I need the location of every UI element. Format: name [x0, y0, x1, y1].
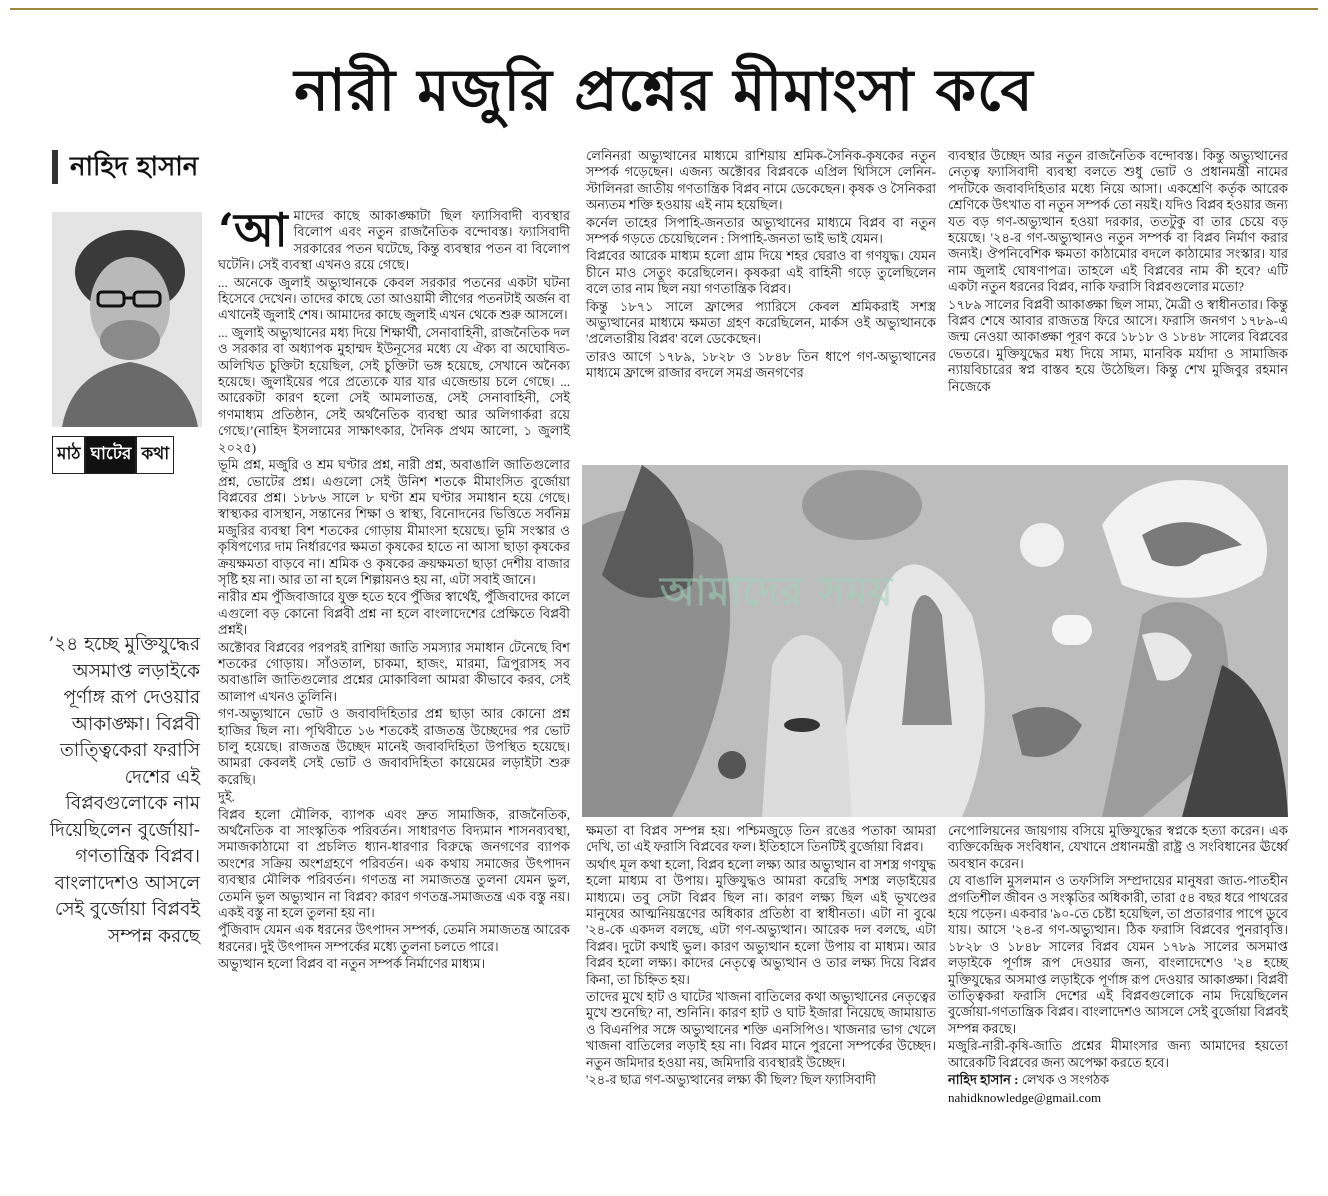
paragraph: নারীর শ্রম পুঁজিবাজারে যুক্ত হতে হবে পুঁজির স্বার্থেই, পুঁজিবাদের কালে এগুলো বড় কোনো বিপ্লবী প্রশ্ন না হলে বাংলাদেশের প্রেক্ষিতে বিপ্লবী প্রশ্নই। — [218, 589, 570, 638]
paragraph: যে বাঙালি মুসলমান ও তফসিলি সম্প্রদায়ের মানুষরা জাত-পাতহীন প্রগতিশীল জীবন ও সংস্কৃতির অধিকারী, তারা ৫৪ বছর ধরে পাথরের হয়ে পড়েন। একবার '৯০-তে চেষ্টা হয়েছিল, তা প্রতারণার পাপে ডুবে যায়। আসে '২৪-র গণ-অভ্যুত্থান। ঠিক ফরাসি বিপ্লবের পুনরাবৃত্তি। ১৮২৮ ও ১৮৪৮ সালের বিপ্লব যেমন ১৭৮৯ সালের অসমাপ্ত লড়াইকে পূর্ণাঙ্গ রূপ দেওয়ার জন্য, বাংলাদেশেও '২৪ হচ্ছে মুক্তিযুদ্ধের অসমাপ্ত লড়াইকে পূর্ণাঙ্গ রূপ দেওয়ার আকাঙ্ক্ষা। বিপ্লবী তাত্ত্বিকরা ফরাসি দেশের এই বিপ্লবগুলোকে নাম দিয়েছিলেন বুর্জোয়া-গণতান্ত্রিক বিপ্লব। বাংলাদেশও আসলে সেই বুর্জোয়া বিপ্লবই সম্পন্ন করছে। — [948, 873, 1288, 1036]
column-badge-part1: মাঠ — [52, 436, 85, 474]
pull-quote: ’২৪ হচ্ছে মুক্তিযুদ্ধের অসমাপ্ত লড়াইকে পূর্ণাঙ্গ রূপ দেওয়ার আকাঙ্ক্ষা। বিপ্লবী তাত্ত্বিকেরা ফরাসি দেশের এই বিপ্লবগুলোকে নাম দিয়েছিলেন বুর্জোয়া-গণতান্ত্রিক বিপ্লব। বাংলাদেশও আসলে সেই বুর্জোয়া বিপ্লবই সম্পন্ন করছে — [48, 634, 200, 947]
byline: নাহিদ হাসান — [52, 150, 198, 184]
paragraph: তারও আগে ১৭৮৯, ১৮২৮ ও ১৮৪৮ তিন ধাপে গণ-অভ্যুত্থানের মাধ্যমে ফ্রান্সে রাজার বদলে সমগ্র জনগণের — [586, 348, 936, 381]
column-badge-part2: ঘাটের — [85, 436, 136, 474]
article-column-3 — [948, 148, 1288, 458]
paragraph: ... জুলাই অভ্যুত্থানের মধ্য দিয়ে শিক্ষার্থী, সেনাবাহিনী, রাজনৈতিক দল ও সরকার বা অধ্যাপক মুহাম্মদ ইউনূসের মধ্যে যে ঐক্য বা অঘোষিত-অলিখিত চুক্তিটা হয়েছিল, সেই চুক্তিটা ভঙ্গ হয়েছে, সেখানে অনৈক্য হয়েছে। জুলাইয়ের পরে প্রত্যেকে যার যার এজেন্ডায় চলে গেছে। ... আরেকটা কারণ হলো সেই আমলাতন্ত্র, সেই সেনাবাহিনী, সেই গণমাধ্যম প্রতিষ্ঠান, সেই অর্থনৈতিক ব্যবস্থা আর অলিগার্করা রয়ে গেছে।’(নাহিদ ইসলামের সাক্ষাৎকার, দৈনিক প্রথম আলো, ১ জুলাই ২০২৫) — [218, 324, 570, 455]
paragraph: পুঁজিবাদ যেমন এক ধরনের উৎপাদন সম্পর্ক, তেমনি সমাজতন্ত্র আরেক ধরনের। দুই উৎপাদন সম্পর্কের মধ্যে তুলনা চলতে পারে। — [218, 922, 570, 954]
illustration — [582, 465, 1288, 817]
paragraph: লেনিনরা অভ্যুত্থানের মাধ্যমে রাশিয়ায় শ্রমিক-সৈনিক-কৃষকের নতুন সম্পর্ক গড়েছেন। এজন্য অক্টোবর বিপ্লবকে এপ্রিল থিসিসে লেনিন-স্টালিনরা জাতীয় গণতান্ত্রিক বিপ্লব নামে ডেকেছেন। কৃষক ও সৈনিকরা অন্যতম শক্তি হওয়ায় এই নাম হয়েছিল। — [586, 148, 936, 213]
section-number: দুই. — [218, 789, 235, 805]
article-column-4 — [586, 823, 936, 1183]
paragraph: ব্যবস্থার উচ্ছেদ আর নতুন রাজনৈতিক বন্দোবস্ত। কিন্তু অভ্যুত্থানের নেতৃত্ব ফ্যাসিবাদী ব্যবস্থা বলতে শুধু ভোট ও প্রধানমন্ত্রী নামের পদটিকে জবাবদিহিতার মধ্যে নিয়ে আসা। একশ্রেণি কর্তৃক আরেক শ্রেণিকে উৎখাত বা নতুন সম্পর্ক তো নয়ই। যদিও বিপ্লব হওয়ার জন্য যত বড় গণ-অভ্যুত্থান হওয়া দরকার, ততটুকু বা তার চেয়ে বড় হয়েছে। '২৪-র গণ-অভ্যুত্থানও নতুন সম্পর্ক বা বিপ্লব নির্মাণ করার জন্যই। ঔপনিবেশিক ক্ষমতা কাঠামোর বদলে কাঠামোর সংস্কার। যার নাম জুলাই ঘোষণাপত্র। তাহলে এই বিপ্লবের নাম কী হবে? এটি একটা নতুন ধরনের বিপ্লব, নাকি ফরাসি বিপ্লবগুলোর মতো? — [948, 148, 1288, 295]
headline: নারী মজুরি প্রশ্নের মীমাংসা কবে — [294, 56, 1034, 124]
author-portrait-image — [52, 212, 202, 427]
paragraph: গণ-অভ্যুত্থানে ভোট ও জবাবদিহিতার প্রশ্ন ছাড়া আর কোনো প্রশ্ন হাজির ছিল না। পৃথিবীতে ১৬ শতকেই রাজতন্ত্র উচ্ছেদের পর ভোট চালু হয়েছে। রাজতন্ত্র উচ্ছেদ মানেই জবাবদিহিতা উপস্থিত হয়েছে। আমরা কেবলই সেই ভোট ও জবাবদিহিতা কায়েমের লড়াইটা শুরু করেছি। — [218, 706, 570, 787]
paragraph: মজুরি-নারী-কৃষি-জাতি প্রশ্নের মীমাংসার জন্য আমাদের হয়তো আরেকটি বিপ্লবের জন্য অপেক্ষা করতে হবে। — [948, 1038, 1288, 1070]
watermark: আমাদের সময় — [660, 568, 894, 615]
article-column-1 — [218, 203, 570, 1173]
paragraph: ভূমি প্রশ্ন, মজুরি ও শ্রম ঘণ্টার প্রশ্ন, নারী প্রশ্ন, অবাঙালি জাতিগুলোর প্রশ্ন, ভোটের প্রশ্ন। এগুলো সেই উনিশ শতকে মীমাংসিত বুর্জোয়া বিপ্লবের প্রশ্ন। ১৮৮৬ সালে ৮ ঘণ্টা শ্রম ঘণ্টার সমাধান হয়ে গেছে। স্বাস্থ্যকর বাসস্থান, সন্তানের শিক্ষা ও স্বাস্থ্য, বিনোদনের ভিত্তিতে সর্বনিম্ন মজুরির ব্যবস্থা বিশ শতকের গোড়ায় মীমাংসা হয়েছে। ভূমি সংস্কার ও কৃষিপণ্যের দাম নির্ধারণের ক্ষমতা কৃষকের হাতে না আসা ছাড়া কৃষকের ক্রয়ক্ষমতা বাড়বে না। শ্রমিক ও কৃষকের ক্রয়ক্ষমতা ছাড়া দেশীয় বাজার সৃষ্টি হয় না। আর তা না হলে শিল্পায়নও হয় না, এটা সবাই জানে। — [218, 457, 570, 587]
paragraph: কর্নেল তাহের সিপাহি-জনতার অভ্যুত্থানের মাধ্যমে বিপ্লব বা নতুন সম্পর্ক গড়তে চেয়েছিলেন : সিপাহি-জনতা ভাই ভাই যেমন। — [586, 214, 936, 247]
author-photo — [52, 212, 202, 427]
paragraph: ... অনেকে জুলাই অভ্যুত্থানকে কেবল সরকার পতনের একটা ঘটনা হিসেবে দেখেন। তাদের কাছে তো আওয়ামী লীগের পতনটাই অর্জন বা এখানেই জুলাই শেষ। আমাদের কাছে জুলাই এখন থেকে শুরু আসলে। — [218, 274, 570, 323]
drop-cap: ‘আ — [218, 203, 288, 257]
author-credit — [948, 1072, 1288, 1088]
author-role: লেখক ও সংগঠক — [1021, 1072, 1110, 1088]
paragraph: অভ্যুত্থান হলো বিপ্লব বা নতুন সম্পর্ক নির্মাণের মাধ্যম। — [218, 956, 486, 972]
paragraph: '২৪-র ছাত্র গণ-অভ্যুত্থানের লক্ষ্য কী ছিল? ছিল ফ্যাসিবাদী — [586, 1072, 876, 1088]
paragraph: বিপ্লবের আরেক মাধ্যম হলো গ্রাম দিয়ে শহর ঘেরাও বা গণযুদ্ধ। যেমন চীনে মাও সেতুং করেছিলেন। কৃষকরা এই বাহিনী গড়ে তুলেছিলেন বলে তার নাম ছিল নয়া গণতান্ত্রিক বিপ্লব। — [586, 248, 936, 297]
paragraph: মাদের কাছে আকাঙ্ক্ষাটা ছিল ফ্যাসিবাদী ব্যবস্থার বিলোপ এবং নতুন রাজনৈতিক বন্দোবস্ত। ফ্যাসিবাদী সরকারের পতন ঘটেছে, কিন্তু ব্যবস্থার পতন বা বিলোপ ঘটেনি। সেই ব্যবস্থা এখনও রয়ে গেছে। — [218, 208, 570, 273]
paragraph: নেপোলিয়নের জায়গায় বসিয়ে মুক্তিযুদ্ধের স্বপ্নকে হত্যা করেন। এক ব্যক্তিকেন্দ্রিক সংবিধান, যেখানে প্রধানমন্ত্রী রাষ্ট্র ও সংবিধানের ঊর্ধ্বে অবস্থান করেন। — [948, 823, 1288, 871]
column-badge — [52, 436, 174, 474]
paragraph: ১৭৮৯ সালের বিপ্লবী আকাঙ্ক্ষা ছিল সাম্য, মৈত্রী ও স্বাধীনতার। কিন্তু বিপ্লব শেষে আবার রাজতন্ত্র ফিরে আসে। ফরাসি জনগণ ১৭৮৯-এ জন্ম নেওয়া আকাঙ্ক্ষা পূরণ করে ১৮১৮ ও ১৮৪৮ সালের বিপ্লবের ভেতরে। মুক্তিযুদ্ধের মধ্য দিয়ে সাম্য, মানবিক মর্যাদা ও সামাজিক ন্যায়বিচারের স্বপ্ন বাস্তব হয়ে উঠেছিল। কিন্তু শেখ মুজিবুর রহমান নিজেকে — [948, 296, 1288, 394]
illustration-hands-woman-bird — [582, 465, 1288, 817]
paragraph: অক্টোবর বিপ্লবের পরপরই রাশিয়া জাতি সমস্যার সমাধান টেনেছে বিশ শতকের গোড়ায়। সাঁওতাল, চাকমা, হাজং, মারমা, ত্রিপুরাসহ সব অবাঙালি জাতিগুলোর প্রশ্নের মোকাবিলা আমরা কীভাবে করব, সেই আলাপ এখনও তুলিনি। — [218, 639, 570, 704]
column-badge-part3: কথা — [136, 436, 174, 474]
author-email[interactable]: nahidknowledge@gmail.com — [948, 1089, 1102, 1105]
paragraph: কিন্তু ১৮৭১ সালে ফ্রান্সের প্যারিসে কেবল শ্রমিকরাই সশস্ত্র অভ্যুত্থানের মাধ্যমে ক্ষমতা গ্রহণ করেছিলেন, মার্কস ওই অভ্যুত্থানকে 'প্রলেতারীয় বিপ্লব' বলে ডেকেছেন। — [586, 298, 936, 347]
paragraph: ক্ষমতা বা বিপ্লব সম্পন্ন হয়। পশ্চিমজুড়ে তিন রঙের পতাকা আমরা দেখি, তা এই ফরাসি বিপ্লবের ফল। ইতিহাসে তিনটিই বুর্জোয়া বিপ্লব। — [586, 823, 936, 855]
paragraph: বিপ্লব হলো মৌলিক, ব্যাপক এবং দ্রুত সামাজিক, রাজনৈতিক, অর্থনৈতিক বা সাংস্কৃতিক পরিবর্তন। সাধারণত বিদ্যমান শাসনব্যবস্থা, সমাজকাঠামো বা প্রচলিত ধ্যান-ধারণার বিরুদ্ধে জনগণের ব্যাপক অংশের সক্রিয় অংশগ্রহণে পরিবর্তন। এক কথায় সমাজের উৎপাদন ব্যবস্থার মৌলিক পরিবর্তন। গণতন্ত্র না সমাজতন্ত্র তুলনা যেমন ভুল, তেমনি ভুল অভ্যুত্থান না বিপ্লব? কারণ গণতন্ত্র-সমাজতন্ত্র এক বস্তু নয়। একই বস্তু না হলে তুলনা হয় না। — [218, 806, 570, 921]
article-column-2 — [586, 148, 936, 458]
article-column-5 — [948, 823, 1288, 1183]
author-name: নাহিদ হাসান : — [948, 1072, 1019, 1088]
top-rule — [10, 8, 1318, 10]
paragraph: তাদের মুখে হাট ও ঘাটের খাজনা বাতিলের কথা অভ্যুত্থানের নেতৃত্বের মুখে শুনেছি? না, শুনিনি। কারণ হাট ও ঘাট ইজারা নিয়েছে জামায়াত ও বিএনপির সঙ্গে অভ্যুত্থানের শক্তি এনসিপিও। খাজনার ভাগ খেলে খাজনা বাতিলের লড়াই হয় না। বিপ্লব মানে পুরনো সম্পর্কের উচ্ছেদ। নতুন জমিদার হওয়া নয়, জমিদারি ব্যবস্থারই উচ্ছেদ। — [586, 989, 936, 1070]
paragraph: অর্থাৎ মূল কথা হলো, বিপ্লব হলো লক্ষ্য আর অভ্যুত্থান বা সশস্ত্র গণযুদ্ধ হলো মাধ্যম বা উপায়। মুক্তিযুদ্ধও আমরা করেছি সশস্ত্র লড়াইয়ের মাধ্যমে। তবু সেটা বিপ্লব ছিল না। কারণ লক্ষ্য ছিল এই ভূখণ্ডের মানুষের আত্মনিয়ন্ত্রণের অধিকার প্রতিষ্ঠা বা স্বাধীনতা। এটা না বুঝে '২৪-কে একদল বলছে, এটা গণ-অভ্যুত্থান। আরেক দল বলছে, এটা বিপ্লব। দুটো কথাই ভুল। কারণ অভ্যুত্থান হলো উপায় বা মাধ্যম। আর বিপ্লব হলো লক্ষ্য। কাদের নেতৃত্বে অভ্যুত্থান ও তার লক্ষ্য দিয়ে বিপ্লব কিনা, তা চিহ্নিত হয়। — [586, 856, 936, 987]
